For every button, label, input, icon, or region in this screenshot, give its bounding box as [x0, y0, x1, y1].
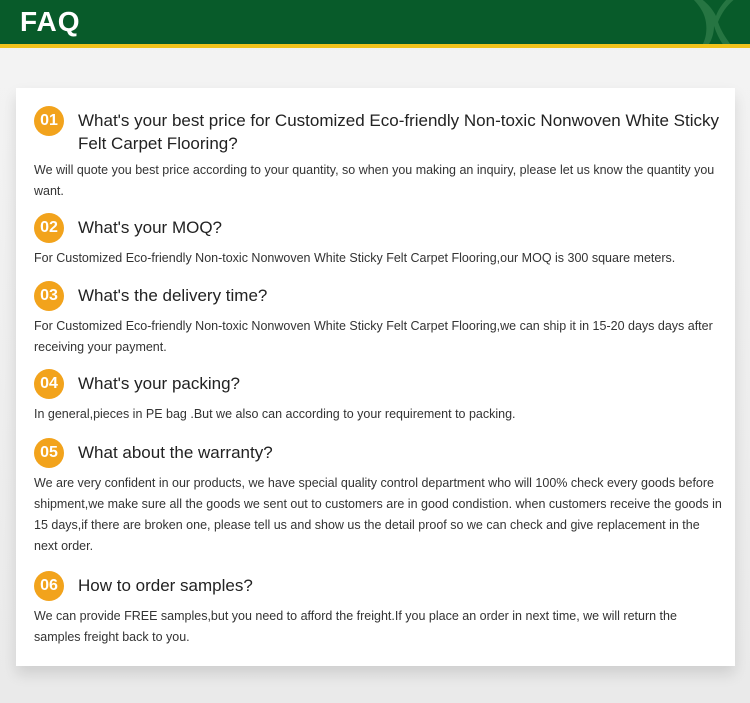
- faq-question-row: [34, 571, 724, 601]
- question-number-badge: 06: [34, 571, 64, 601]
- faq-header: [0, 0, 750, 48]
- faq-item-1: [34, 106, 724, 202]
- faq-answer: We can provide FREE samples,but you need to afford the freight.If you place an order in next time, we will return the samples freight back to you.: [34, 609, 677, 644]
- leaf-logo-icon: [678, 0, 738, 48]
- faq-item-6: [34, 571, 724, 648]
- faq-question: How to order samples?: [78, 576, 253, 595]
- question-number-badge: 05: [34, 438, 64, 468]
- faq-answer: We will quote you best price according to your quantity, so when you making an inquiry, please let us know the quantity you want.: [34, 163, 715, 198]
- faq-question-row: [34, 369, 724, 399]
- faq-question-row: [34, 281, 724, 311]
- faq-question-row: [34, 213, 724, 243]
- question-number-badge: 04: [34, 369, 64, 399]
- faq-question: What's the delivery time?: [78, 286, 268, 305]
- faq-card: [16, 88, 735, 666]
- faq-answer: We are very confident in our products, we have special quality control department who will 100% check every goods before shipment,we make sure all the goods we sent out to customers are in good condistion. when customers receive the goods in 15 days,if there are broken one, please tell us and show us the detail proof so we can check and give replacement in the next order.: [34, 476, 722, 553]
- faq-question: What's your best price for Customized Eco-friendly Non-toxic Nonwoven White Sticky Felt Carpet Flooring?: [78, 111, 719, 153]
- question-number-badge: 02: [34, 213, 64, 243]
- faq-question: What's your packing?: [78, 374, 240, 393]
- faq-question-row: [34, 438, 724, 468]
- faq-question-row: [34, 106, 724, 155]
- faq-item-4: [34, 369, 724, 425]
- faq-item-3: [34, 281, 724, 358]
- faq-answer: For Customized Eco-friendly Non-toxic Nonwoven White Sticky Felt Carpet Flooring,our MOQ is 300 square meters.: [34, 251, 676, 265]
- faq-answer: In general,pieces in PE bag .But we also can according to your requirement to packing.: [34, 407, 516, 421]
- faq-answer: For Customized Eco-friendly Non-toxic Nonwoven White Sticky Felt Carpet Flooring,we can ship it in 15-20 days days after receiving your payment.: [34, 319, 713, 354]
- faq-item-2: [34, 213, 724, 269]
- question-number-badge: 03: [34, 281, 64, 311]
- faq-question: What about the warranty?: [78, 443, 273, 462]
- page-title: FAQ: [20, 6, 81, 37]
- faq-item-5: [34, 438, 724, 557]
- faq-question: What's your MOQ?: [78, 218, 223, 237]
- question-number-badge: 01: [34, 106, 64, 136]
